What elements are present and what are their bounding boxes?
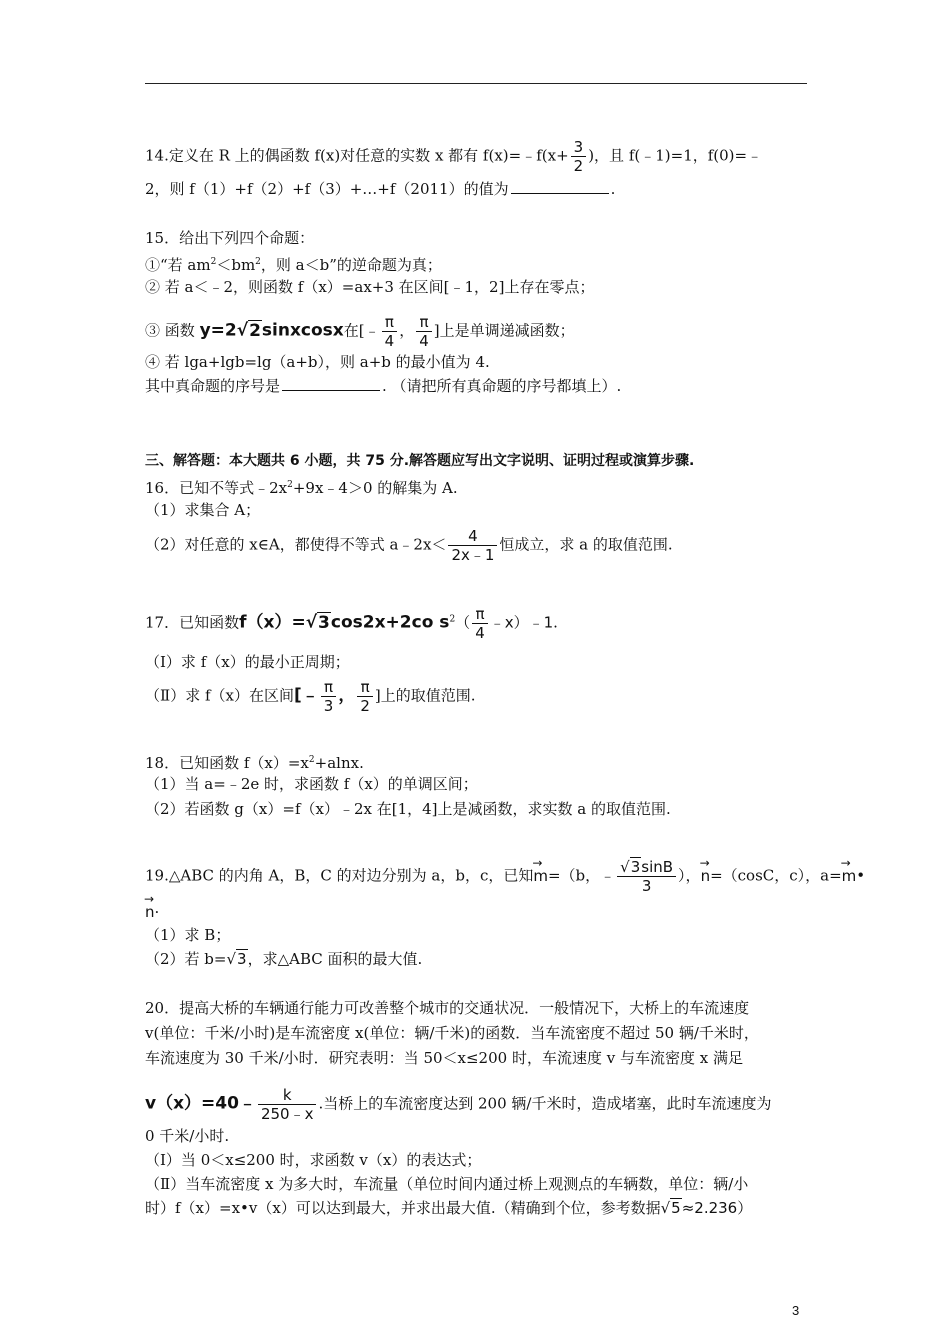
q20-part1: （Ⅰ）当 0＜x≤200 时，求函数 v（x）的表达式； [145, 1151, 482, 1169]
q20-line3: 车流速度为 30 千米/小时．研究表明：当 50＜x≤200 时，车流速度 v 与车流密度 x 满足 [145, 1049, 743, 1067]
vector-n: → n [145, 902, 155, 922]
pi-over-4-fraction: $\frac{\pi}{4}$ [382, 313, 398, 350]
pi-over-4-fraction: $\frac{\pi}{4}$ [472, 605, 488, 642]
q15-title: 15．给出下列四个命题： [145, 229, 315, 247]
page-number: 3 [792, 1303, 800, 1318]
q20-line5: 0 千米/小时. [145, 1127, 230, 1145]
q15-item3: ③ 函数 y=2√2sinxcosx在[﹣ $\frac{\pi}{4}$ ， $\frac{\pi}{4}$ ]上是单调递减函数； [145, 313, 575, 350]
q15-item1: ①“若 $am^2<bm^2$，则 a＜b”的逆命题为真； [145, 256, 442, 274]
q20-line2: v(单位：千米/小时)是车流密度 x(单位：辆/千米)的函数．当车流密度不超过 50 辆/千米时， [145, 1024, 759, 1042]
q15-item4: ④ 若 lga+lgb=lg（a+b），则 a+b 的最小值为 4. [145, 353, 490, 371]
vector-m: → m [842, 866, 857, 886]
q17-part2: （Ⅱ）求 f（x）在区间[﹣ $\frac{\pi}{3}$ ， $\frac{\pi}{2}$ ]上的取值范围. [145, 678, 476, 715]
vector-n: → n [701, 866, 711, 886]
q19-part2: （2）若 b=√3，求△ABC 面积的最大值. [145, 950, 423, 968]
q14-line2: 2，则 f（1）+f（2）+f（3）+…+f（2011）的值为 . [145, 180, 616, 198]
section-heading: 三、解答题：本大题共 6 小题，共 75 分.解答题应写出文字说明、证明过程或演算步骤. [145, 453, 695, 469]
q20-line4: v（x）=40﹣ $\frac{k}{250﹣x}$ .当桥上的车流密度达到 200 辆/千米时，造成堵塞，此时车流速度为 [145, 1086, 772, 1123]
q18-part2: （2）若函数 g（x）=f（x）﹣2x 在[1，4]上是减函数，求实数 a 的取值范围. [145, 800, 671, 818]
answer-blank[interactable] [282, 376, 380, 391]
q19-title: 19.△ABC 的内角 A，B，C 的对边分别为 a，b，c，已知→ m=（b，﹣ $\frac{√3\sin B}{3}$ ），→ n=（cosC，c），a=→ m• [145, 858, 865, 895]
q16-part1: （1）求集合 A； [145, 501, 261, 519]
pi-over-4-fraction: $\frac{\pi}{4}$ [416, 313, 432, 350]
header-rule [145, 83, 807, 84]
q18-part1: （1）当 a=﹣2e 时，求函数 f（x）的单调区间； [145, 775, 478, 793]
q20-part2: （Ⅱ）当车流密度 x 为多大时，车流量（单位时间内通过桥上观测点的车辆数，单位：辆/小 [145, 1175, 749, 1193]
q15-item2: ② 若 a＜﹣2，则函数 f（x）=ax+3 在区间[﹣1，2]上存在零点； [145, 278, 595, 296]
q17-part1: （Ⅰ）求 f（x）的最小正周期； [145, 653, 350, 671]
q19-fraction: $\frac{√3\sin B}{3}$ [617, 858, 676, 895]
q17-title: 17．已知函数f（x）=√3cos2x+2co $s^2$（ $\frac{\pi}{4}$ ﹣x）﹣1. [145, 605, 558, 642]
vector-m: → m [533, 866, 548, 886]
q20-line1: 20．提高大桥的车辆通行能力可改善整个城市的交通状况．一般情况下，大桥上的车流速度 [145, 999, 750, 1017]
pi-over-3-fraction: $\frac{\pi}{3}$ [321, 678, 337, 715]
q16-part2: （2）对任意的 x∈A，都使得不等式 a﹣2x＜ $\frac{4}{2x﹣1}$ 恒成立，求 a 的取值范围. [145, 527, 673, 564]
q14-line1: 14.定义在 R 上的偶函数 f(x)对任意的实数 x 都有 f(x)=﹣f(x+ $\frac{3}{2}$ )，且 f(﹣1)=1，f(0)=﹣ [145, 138, 763, 175]
answer-blank[interactable] [511, 179, 609, 194]
q16-title: 16．已知不等式$﹣2x^2+9x﹣4>0$ 的解集为 A. [145, 479, 458, 497]
q20-part3: 时）f（x）=x•v（x）可以达到最大，并求出最大值.（精确到个位，参考数据√5≈2.236） [145, 1199, 753, 1217]
q20-fraction: $\frac{k}{250﹣x}$ [258, 1086, 317, 1123]
pi-over-2-fraction: $\frac{\pi}{2}$ [357, 678, 373, 715]
q16-fraction: $\frac{4}{2x﹣1}$ [448, 527, 497, 564]
q19-part1: （1）求 B； [145, 926, 231, 944]
q18-title: 18．已知函数 $f(x)=x^2+alnx$. [145, 754, 364, 772]
q19-line2: → n· [145, 902, 159, 922]
q14-fraction: $\frac{3}{2}$ [571, 138, 587, 175]
q15-answer-line: 其中真命题的序号是 . （请把所有真命题的序号都填上）. [145, 377, 622, 395]
